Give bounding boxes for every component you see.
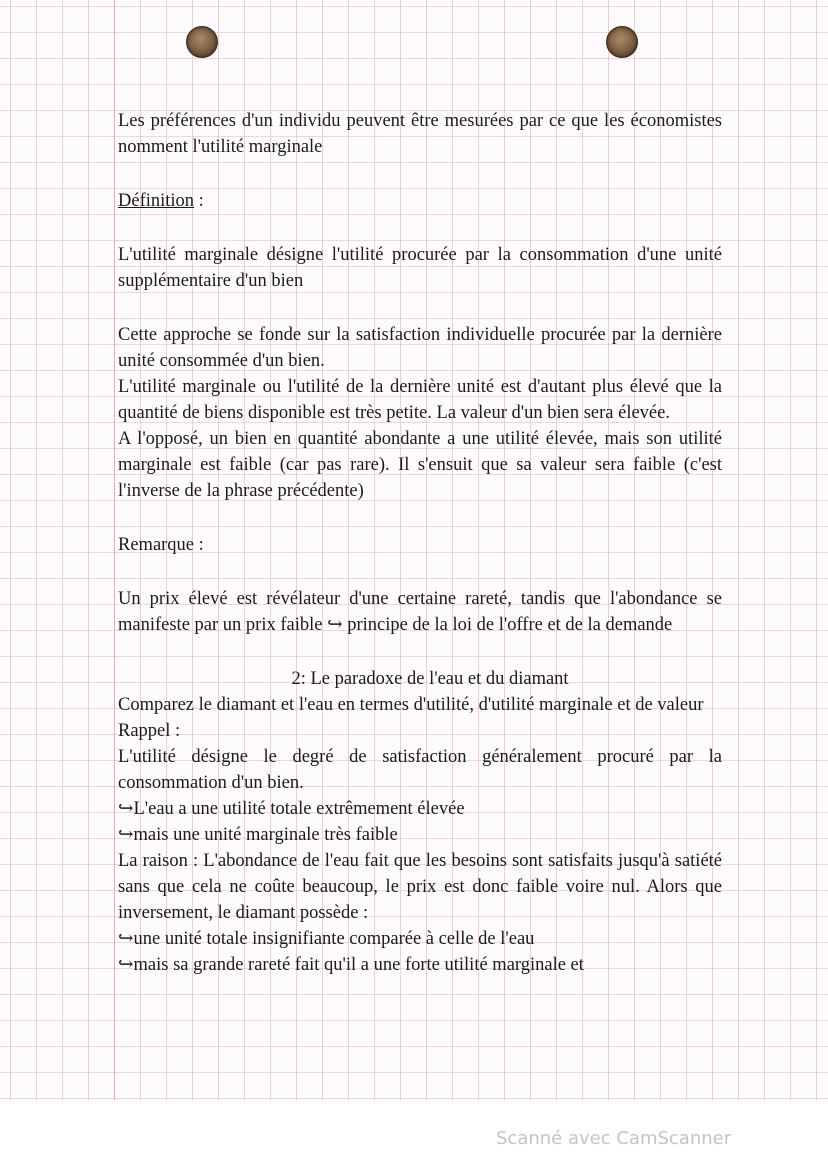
approach-paragraph-1: Cette approche se fonde sur la satisfaction individuelle procurée par la dernière unité consommée d'un bien. <box>118 325 722 371</box>
remark-heading: Remarque : <box>118 535 204 555</box>
remark-text: Un prix élevé est révélateur d'une certaine rareté, tandis que l'abondance se manifeste par un prix faible ↪ principe de la loi de l'offre et de la demande <box>118 589 722 635</box>
arrow-item-water-marginal: ↪mais une unité marginale très faible <box>118 825 398 845</box>
margin-line <box>114 0 115 1100</box>
handwritten-notes <box>118 108 722 978</box>
definition-heading: Définition <box>118 191 195 211</box>
reminder-text: L'utilité désigne le degré de satisfaction généralement procuré par la consommation d'un bien. <box>118 747 722 793</box>
definition-heading-line <box>118 188 722 214</box>
reason-paragraph: La raison : L'abondance de l'eau fait que les besoins sont satisfaits jusqu'à satiété sans que cela ne coûte beaucoup, le prix est donc faible voire nul. Alors que inversement, le diamant possède : <box>118 851 722 923</box>
section-2-title: 2: Le paradoxe de l'eau et du diamant <box>291 669 569 689</box>
reminder-heading: Rappel : <box>118 721 181 741</box>
approach-paragraph-2: L'utilité marginale ou l'utilité de la dernière unité est d'autant plus élevé que la quantité de biens disponible est très petite. La valeur d'un bien sera élevée. <box>118 377 722 423</box>
binder-hole-right <box>606 26 638 58</box>
section-2-question: Comparez le diamant et l'eau en termes d'utilité, d'utilité marginale et de valeur <box>118 695 704 715</box>
approach-paragraph-3: A l'opposé, un bien en quantité abondante a une utilité élevée, mais son utilité marginale est faible (car pas rare). Il s'ensuit que sa valeur sera faible (c'est l'inverse de la phrase précédente) <box>118 429 722 501</box>
scanner-watermark: Scanné avec CamScanner <box>496 1128 732 1149</box>
definition-colon: : <box>194 191 204 211</box>
intro-paragraph: Les préférences d'un individu peuvent être mesurées par ce que les économistes nomment l'utilité marginale <box>118 111 722 157</box>
arrow-item-water-total: ↪L'eau a une utilité totale extrêmement élevée <box>118 799 465 819</box>
arrow-item-diamond-marginal: ↪mais sa grande rareté fait qu'il a une forte utilité marginale et <box>118 955 584 975</box>
definition-text: L'utilité marginale désigne l'utilité procurée par la consommation d'une unité supplémentaire d'un bien <box>118 245 722 291</box>
binder-hole-left <box>186 26 218 58</box>
arrow-item-diamond-total: ↪une unité totale insignifiante comparée à celle de l'eau <box>118 929 535 949</box>
